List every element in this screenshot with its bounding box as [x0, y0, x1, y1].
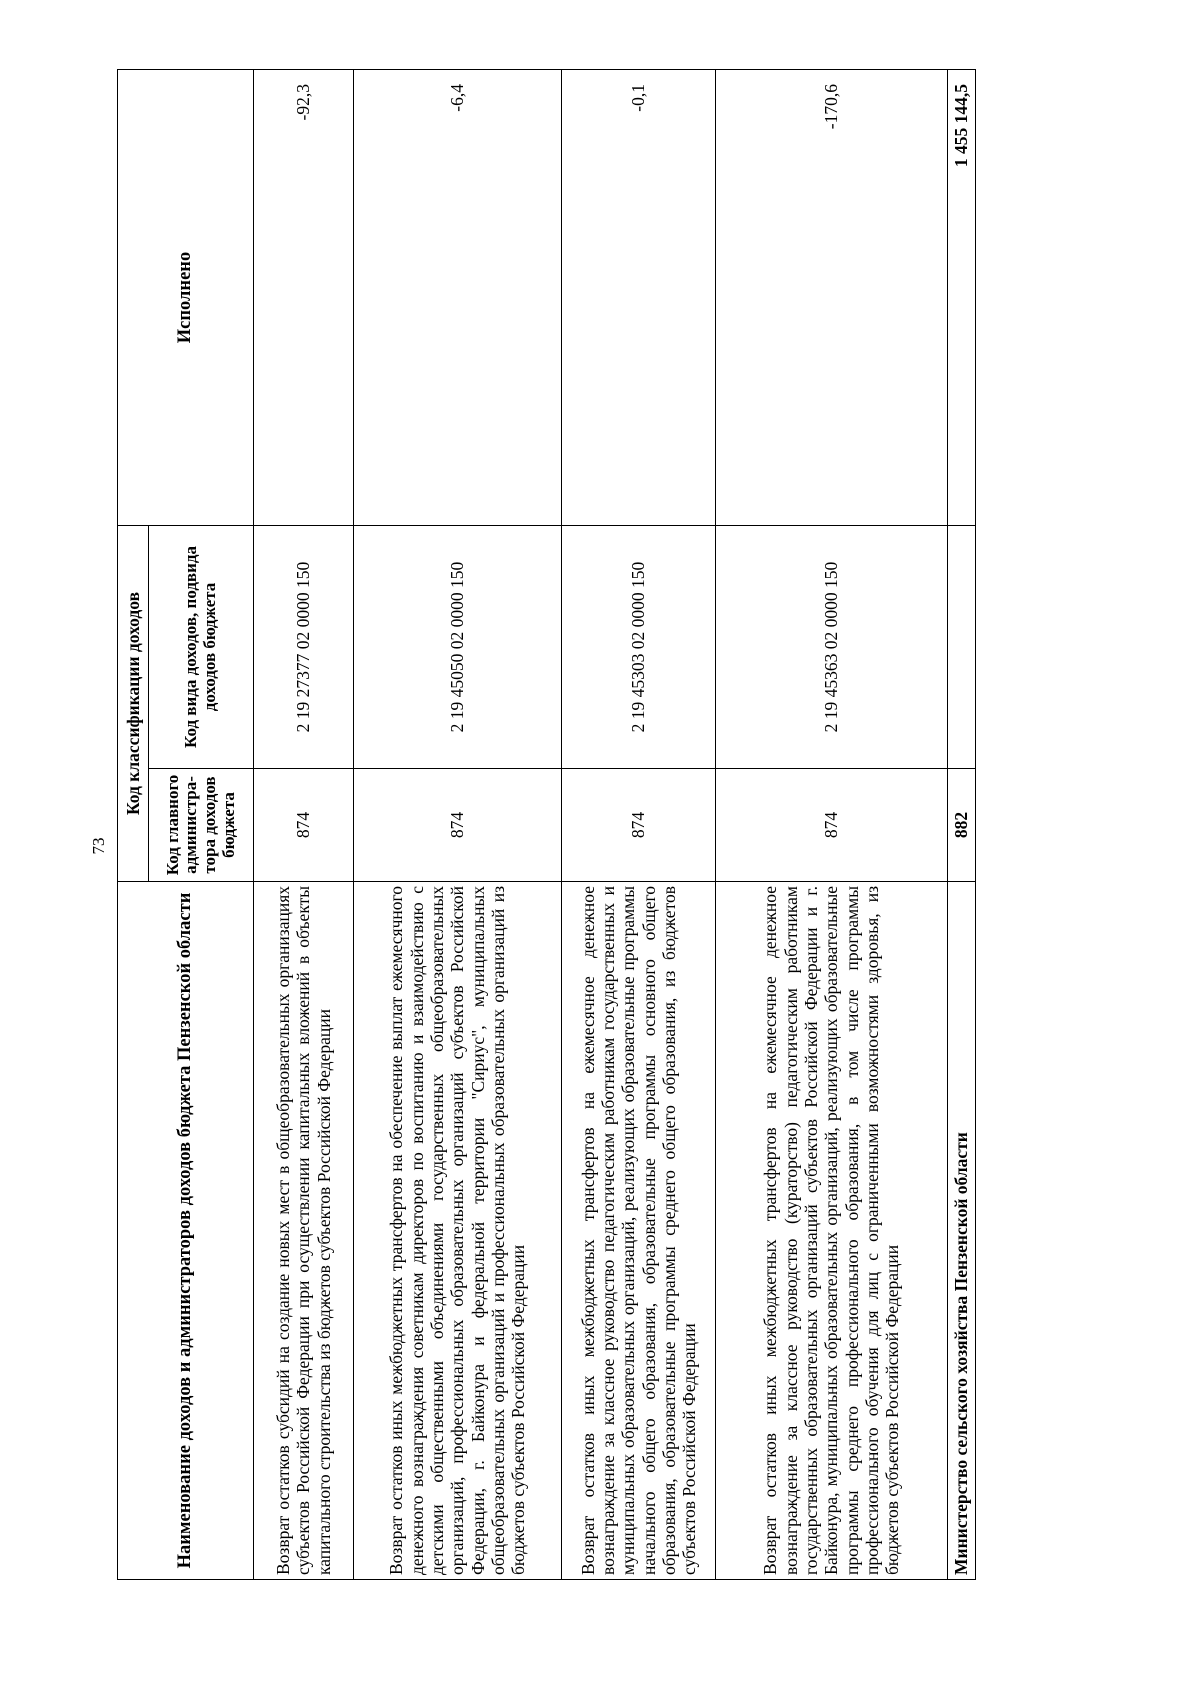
- row-executed: -6,4: [354, 70, 562, 526]
- header-income-code: Код вида доходов, подвида доходов бюджета: [149, 526, 254, 769]
- table-row: [354, 70, 562, 1580]
- row-executed: -170,6: [716, 70, 948, 526]
- row-name: Возврат остатков иных межбюджетных трансфертов на ежемесячное денежное вознаграждение за классное руководство педагогическим работникам государственных и муниципальных образовательных организаций, реализующих образовательные программы начального общего образования, образовательные программы основного общего образования, образовательные программы среднего общего образования, из бюджетов субъектов Российской Федерации: [562, 882, 716, 1580]
- row-admin-code: 874: [562, 769, 716, 882]
- total-executed: 1 455 144,5: [948, 70, 976, 526]
- header-executed: Исполнено: [118, 70, 254, 526]
- row-income-code: 2 19 27377 02 0000 150: [254, 526, 354, 769]
- row-executed: -0,1: [562, 70, 716, 526]
- row-admin-code: 874: [254, 769, 354, 882]
- table-row: [254, 70, 354, 1580]
- header-admin-code: Код главного администра-тора доходов бюджета: [149, 769, 254, 882]
- header-name: Наименование доходов и администраторов доходов бюджета Пензенской области: [118, 882, 254, 1580]
- total-income-code: [948, 526, 976, 769]
- row-name: Возврат остатков иных межбюджетных трансфертов на обеспечение выплат ежемесячного денежного вознаграждения советникам директоров по воспитанию и взаимодействию с детскими общественными объединениями государственных общеобразовательных организаций, профессиональных образовательных организаций субъектов Российской Федерации, г. Байконура и федеральной территории "Сириус", муниципальных общеобразовательных организаций и профессиональных образовательных организаций из бюджетов субъектов Российской Федерации: [354, 882, 562, 1580]
- header-classification-group: Код классификации доходов: [118, 526, 149, 882]
- row-executed: -92,3: [254, 70, 354, 526]
- row-income-code: 2 19 45363 02 0000 150: [716, 526, 948, 769]
- income-table: [117, 69, 976, 1580]
- table-total-row: [948, 70, 976, 1580]
- row-name: Возврат остатков иных межбюджетных трансфертов на ежемесячное денежное вознаграждение за классное руководство (кураторство) педагогическим работникам государственных образовательных организаций субъектов Российской Федерации и г. Байконура, муниципальных образовательных организаций, реализующих образовательные программы среднего профессионального образования, в том числе программы профессионального обучения для лиц с ограниченными возможностями здоровья, из бюджетов субъектов Российской Федерации: [716, 882, 948, 1580]
- row-admin-code: 874: [354, 769, 562, 882]
- row-name: Возврат остатков субсидий на создание новых мест в общеобразовательных организациях субъектов Российской Федерации при осуществлении капитальных вложений в объекты капитального строительства из бюджетов субъектов Российской Федерации: [254, 882, 354, 1580]
- table-row: [716, 70, 948, 1580]
- page-number: 73: [89, 837, 108, 855]
- rotated-table-container: [117, 70, 1020, 1580]
- total-admin-code: 882: [948, 769, 976, 882]
- row-admin-code: 874: [716, 769, 948, 882]
- total-name: Министерство сельского хозяйства Пензенской области: [948, 882, 976, 1580]
- row-income-code: 2 19 45050 02 0000 150: [354, 526, 562, 769]
- row-income-code: 2 19 45303 02 0000 150: [562, 526, 716, 769]
- table-row: [562, 70, 716, 1580]
